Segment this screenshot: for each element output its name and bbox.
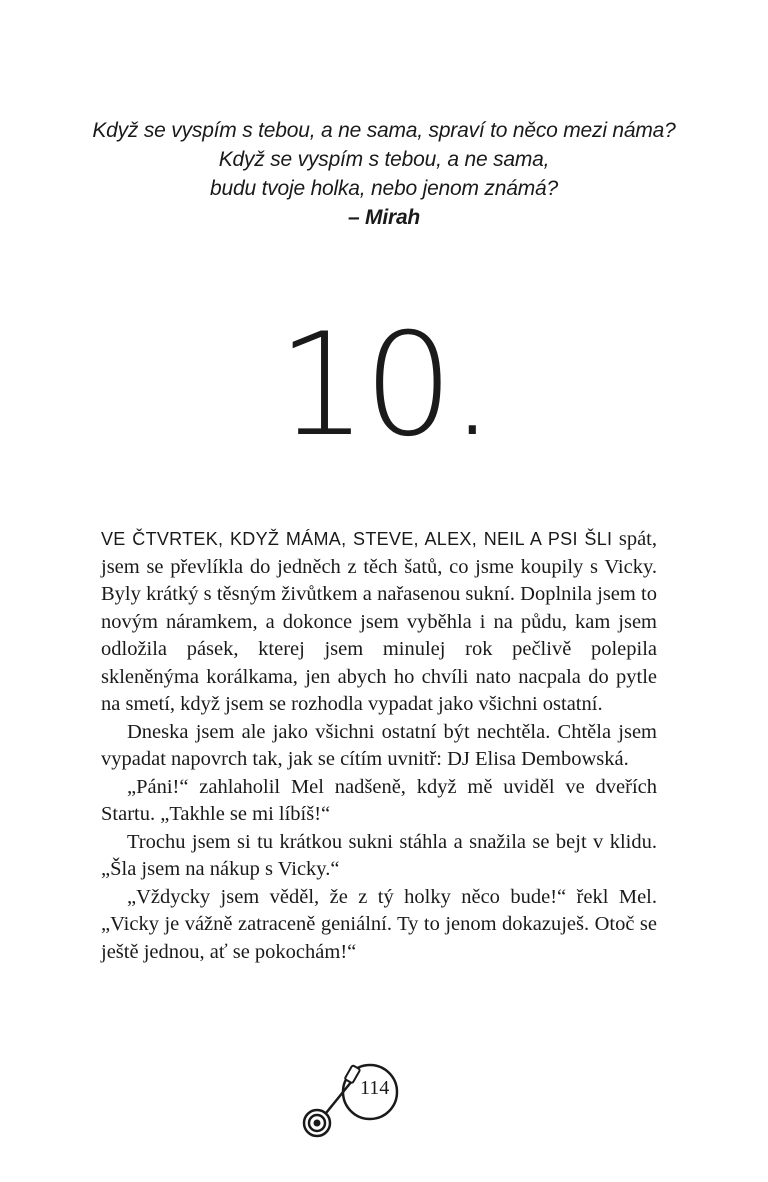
chapter-body <box>101 526 657 966</box>
chapter-number: 10. <box>277 303 491 468</box>
page-number: 114 <box>360 1077 390 1099</box>
vinyl-record-icon <box>300 1062 410 1142</box>
epigraph-line-2: Když se vyspím s tebou, a ne sama, <box>218 148 550 171</box>
epigraph <box>0 116 768 232</box>
epigraph-line-3: budu tvoje holka, nebo jenom známá? <box>210 177 558 200</box>
epigraph-line-1: Když se vyspím s tebou, a ne sama, spraví to něco mezi náma? <box>92 119 676 142</box>
paragraph-5: „Vždycky jsem věděl, že z tý holky něco bude!“ řekl Mel. „Vicky je vážně zatraceně geniální. Ty to jenom dokazuješ. Otoč se ještě jednou, ať se pokochám!“ <box>101 885 657 963</box>
opening-small-caps: VE ČTVRTEK, KDYŽ MÁMA, STEVE, ALEX, NEIL A PSI ŠLI <box>101 529 613 549</box>
paragraph-3: „Páni!“ zahlaholil Mel nadšeně, když mě uviděl ve dveřích Startu. „Takhle se mi líbíš!“ <box>101 775 657 825</box>
paragraph-1 <box>101 526 657 719</box>
epigraph-attribution: – Mirah <box>347 206 421 229</box>
paragraph-2: Dneska jsem ale jako všichni ostatní být nechtěla. Chtěla jsem vypadat napovrch tak, jak se cítím uvnitř: DJ Elisa Dembowská. <box>101 720 657 770</box>
paragraph-1-text: spát, jsem se převlíkla do jedněch z těch šatů, co jsme koupily s Vicky. Byly krátký s těsným živůtkem a nařasenou sukní. Doplnila jsem to novým náramkem, a dokonce jsem vyběhla i na půdu, kam jsem odložila pásek, kterej jsem minulej rok pečlivě polepila skleněnýma korálkama, jen abych ho chvíli nato nacpala do pytle na smetí, když jsem se rozhodla vypadat jako všichni ostatní. <box>101 528 657 715</box>
paragraph-4: Trochu jsem si tu krátkou sukni stáhla a snažila se bejt v klidu. „Šla jsem na nákup s Vicky.“ <box>101 830 657 880</box>
